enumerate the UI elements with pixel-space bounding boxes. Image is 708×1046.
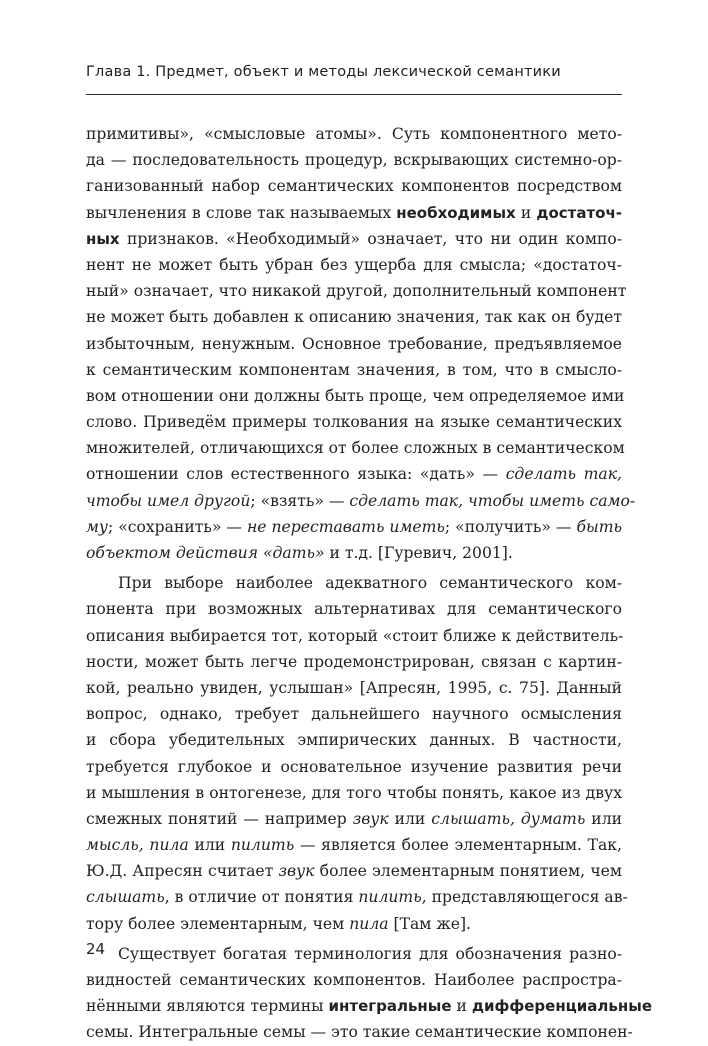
italic-text: не переставать иметь (247, 517, 445, 536)
text-line (86, 941, 622, 967)
bold-term: интегральные (328, 997, 452, 1016)
italic-text: объектом действия «дать» (86, 544, 325, 562)
text-segment: да — последовательность процедур, вскрывающих системно-ор- (86, 151, 622, 170)
text-line (86, 514, 622, 540)
text-line (86, 806, 622, 832)
text-line (86, 993, 653, 1019)
text-line (86, 675, 622, 701)
italic-text: сделать так, (505, 465, 622, 484)
text-line (86, 1019, 633, 1045)
text-line (86, 540, 622, 566)
text-line (86, 304, 622, 330)
text-segment: примитивы», «смысловые атомы». Суть компонентного мето- (86, 125, 622, 143)
text-segment: семы. Интегральные семы — это такие семантические компонен- (86, 1023, 633, 1042)
text-segment: , представляющегося ав- (421, 888, 628, 907)
text-segment: и сбора убедительных эмпирических данных. В частности, (86, 731, 622, 750)
italic-text: сделать так, чтобы иметь само- (349, 491, 636, 510)
text-segment: признаков. «Необходимый» означает, что ни один компо- (119, 229, 622, 248)
text-segment: или (585, 809, 622, 828)
italic-text: слышать (86, 888, 165, 907)
italic-text: быть (576, 517, 623, 536)
text-segment: Существует богатая терминология для обозначения разно- (118, 944, 622, 963)
text-line (86, 858, 622, 884)
bold-term: дифференциальные (471, 997, 653, 1016)
text-segment: и мышления в онтогенезе, для того чтобы понять, какое из двух (86, 783, 622, 802)
text-segment: и (515, 203, 537, 222)
italic-text: чтобы имел другой (86, 491, 251, 510)
text-segment: к семантическим компонентам значения, в том, что в смысло- (86, 360, 622, 379)
italic-text: звук (352, 809, 389, 828)
text-segment: и (451, 997, 472, 1016)
text-line (86, 461, 622, 487)
text-segment: нёнными являются термины (86, 997, 329, 1016)
bold-term: необходимых (396, 203, 516, 222)
text-line (86, 278, 627, 304)
text-segment: ности, может быть легче продемонстрирован, связан с картин- (86, 652, 622, 671)
italic-text: слышать, думать (431, 809, 586, 828)
text-line (86, 383, 625, 409)
text-segment: ; «сохранить» — (107, 517, 247, 536)
text-line (86, 649, 622, 675)
text-line (86, 832, 622, 858)
header-rule (86, 94, 622, 95)
text-segment: — является более элементарным. Так, (294, 836, 622, 855)
text-line (86, 173, 622, 199)
bold-term: ных (86, 229, 120, 248)
text-line (86, 252, 622, 278)
text-segment: отношении слов естественного языка: «дать» — (86, 465, 506, 484)
text-line (86, 357, 622, 383)
text-line (86, 147, 622, 173)
text-segment: нент не может быть убран без ущерба для смысла; «достаточ- (86, 255, 622, 274)
text-line (86, 596, 622, 622)
text-line (86, 331, 622, 357)
text-segment: ный» означает, что никакой другой, дополнительный компонент (86, 282, 627, 301)
text-segment: или (188, 836, 231, 855)
text-segment: , в отличие от понятия (164, 888, 359, 907)
text-segment: или (388, 809, 432, 828)
text-line (86, 435, 625, 461)
text-segment: ; «взять» — (250, 491, 350, 510)
text-line (86, 200, 622, 226)
italic-text: пила (349, 914, 389, 933)
text-segment: описания выбирается тот, который «стоит ближе к действитель- (86, 626, 624, 645)
text-segment: кой, реально увиден, услышан» [Апресян, 1995, с. 75]. Данный (86, 678, 622, 697)
text-segment: вопрос, однако, требует дальнейшего научного осмысления (86, 705, 622, 724)
text-segment: слово. Приведём примеры толкования на языке семантических (86, 413, 622, 432)
text-line (86, 727, 622, 753)
text-line (86, 623, 622, 649)
italic-text: пилить (358, 888, 422, 907)
text-line (86, 884, 628, 910)
text-segment: понента при возможных альтернативах для семантического (86, 600, 622, 619)
bold-term: достаточ- (536, 203, 622, 222)
text-line (86, 911, 622, 937)
text-line (86, 570, 622, 596)
running-header: Глава 1. Предмет, объект и методы лексической семантики (86, 64, 561, 80)
text-segment: множителей, отличающихся от более сложных в семантическом (86, 439, 625, 458)
text-segment: тору более элементарным, чем (86, 914, 350, 933)
text-line (86, 488, 636, 514)
text-segment: требуется глубокое и основательное изучение развития речи (86, 757, 622, 776)
text-segment: Ю.Д. Апресян считает (86, 862, 279, 881)
page-number: 24 (86, 940, 106, 958)
italic-text: звук (278, 862, 315, 881)
text-segment: вычленения в слове так называемых (86, 203, 397, 222)
text-segment: ; «получить» — (444, 517, 577, 536)
italic-text: му (86, 517, 108, 536)
text-segment: смежных понятий — например (86, 809, 353, 828)
text-line (86, 754, 622, 780)
text-line (86, 701, 622, 727)
text-segment: При выборе наиболее адекватного семантического ком- (118, 574, 622, 593)
text-segment: [Там же]. (388, 914, 471, 933)
text-segment: видностей семантических компонентов. Наиболее распростра- (86, 971, 622, 989)
text-segment: не может быть добавлен к описанию значения, так как он будет (86, 308, 622, 327)
italic-text: пилить (230, 836, 295, 855)
text-segment: ганизованный набор семантических компонентов посредством (86, 177, 622, 196)
body-text (86, 121, 653, 1046)
text-line (86, 121, 622, 147)
text-segment: вом отношении они должны быть проще, чем определяемое ими (86, 386, 625, 405)
text-segment: избыточным, ненужным. Основное требование, предъявляемое (86, 334, 622, 353)
text-line (86, 409, 622, 435)
italic-text: мысль, пила (86, 836, 189, 855)
text-line (86, 226, 622, 252)
text-line (86, 967, 622, 993)
text-segment: и т.д. [Гуревич, 2001]. (324, 544, 513, 562)
text-segment: более элементарным понятием, чем (314, 862, 622, 881)
text-line (86, 780, 622, 806)
